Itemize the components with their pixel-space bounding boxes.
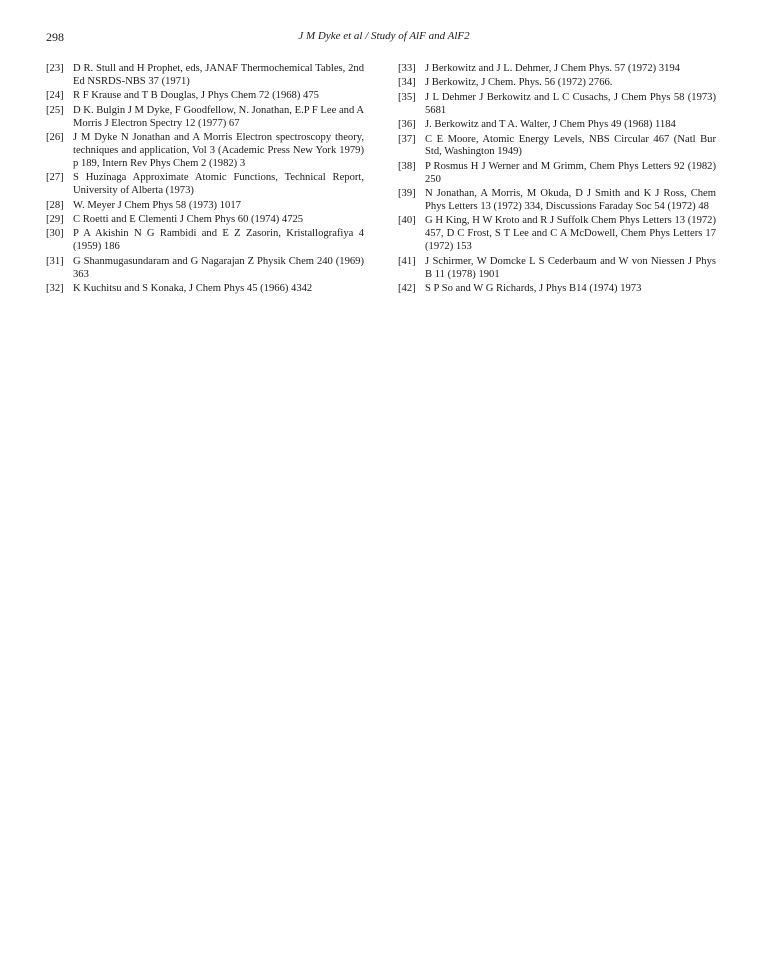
reference-text: C Roetti and E Clementi J Chem Phys 60 (1974) 4725 [73, 213, 304, 225]
reference-text: P A Akishin N G Rambidi and E Z Zasorin, Kristallografiya 4 (1959) 186 [73, 228, 364, 253]
reference-entry [46, 256, 364, 282]
reference-text: G H King, H W Kroto and R J Suffolk Chem Phys Letters 13 (1972) 457, D C Frost, S T Lee and C A McDowell, Chem Phys Letters 17 (1972) 153 [425, 215, 716, 253]
reference-entry [398, 92, 716, 118]
reference-text: S P So and W G Richards, J Phys B14 (1974) 1973 [425, 283, 642, 294]
reference-number: [42] [398, 283, 416, 294]
references-right-column [398, 63, 716, 297]
reference-text: J M Dyke N Jonathan and A Morris Electron spectroscopy theory, techniques and application, Vol 3 (Academic Press New York 1979) p 189, Intern Rev Phys Chem 2 (1982) 3 [73, 132, 364, 169]
reference-entry [46, 283, 364, 296]
reference-number: [32] [46, 283, 64, 294]
reference-entry [398, 119, 716, 132]
reference-number: [31] [46, 255, 64, 267]
reference-number: [38] [398, 160, 416, 172]
reference-text: K Kuchitsu and S Konaka, J Chem Phys 45 (1966) 4342 [73, 283, 313, 294]
reference-entry [46, 132, 364, 171]
reference-entry [46, 214, 364, 227]
reference-number: [26] [46, 132, 64, 144]
reference-entry [398, 63, 716, 76]
reference-number: [24] [46, 90, 64, 102]
reference-entry [398, 215, 716, 254]
reference-number: [35] [398, 91, 416, 103]
reference-number: [41] [398, 255, 416, 267]
reference-text: D K. Bulgin J M Dyke, F Goodfellow, N. Jonathan, E.P F Lee and A Morris J Electron Spectry 12 (1977) 67 [73, 104, 364, 129]
reference-number: [30] [46, 228, 64, 240]
reference-text: J Schirmer, W Domcke L S Cederbaum and W von Niessen J Phys B 11 (1978) 1901 [425, 255, 716, 280]
reference-text: P Rosmus H J Werner and M Grimm, Chem Phys Letters 92 (1982) 250 [425, 160, 716, 185]
reference-number: [28] [46, 199, 64, 211]
reference-entry [46, 172, 364, 198]
reference-number: [36] [398, 119, 416, 131]
reference-number: [33] [398, 63, 416, 74]
reference-text: G Shanmugasundaram and G Nagarajan Z Physik Chem 240 (1969) 363 [73, 255, 364, 280]
reference-number: [25] [46, 104, 64, 116]
reference-text: C E Moore, Atomic Energy Levels, NBS Circular 467 (Natl Bur Std, Washington 1949) [425, 133, 716, 158]
reference-number: [29] [46, 213, 64, 225]
reference-text: J Berkowitz, J Chem. Phys. 56 (1972) 2766. [425, 77, 613, 89]
reference-entry [398, 161, 716, 187]
reference-text: S Huzinaga Approximate Atomic Functions, Technical Report, University of Alberta (1973) [73, 172, 364, 197]
reference-text: J. Berkowitz and T A. Walter, J Chem Phys 49 (1968) 1184 [425, 119, 676, 131]
reference-entry [398, 256, 716, 282]
reference-text: R F Krause and T B Douglas, J Phys Chem 72 (1968) 475 [73, 90, 319, 102]
references-left-column [46, 63, 364, 297]
reference-text: J Berkowitz and J L. Dehmer, J Chem Phys. 57 (1972) 3194 [425, 63, 680, 74]
reference-number: [37] [398, 133, 416, 145]
reference-text: J L Dehmer J Berkowitz and L C Cusachs, J Chem Phys 58 (1973) 5681 [425, 91, 716, 116]
reference-text: N Jonathan, A Morris, M Okuda, D J Smith and K J Ross, Chem Phys Letters 13 (1972) 334, Discussions Faraday Soc 54 (1972) 48 [425, 188, 716, 213]
reference-entry [398, 134, 716, 160]
reference-number: [34] [398, 77, 416, 89]
reference-entry [46, 90, 364, 103]
reference-entry [46, 200, 364, 213]
reference-entry [398, 77, 716, 90]
reference-number: [39] [398, 188, 416, 200]
reference-text: D R. Stull and H Prophet, eds, JANAF Thermochemical Tables, 2nd Ed NSRDS-NBS 37 (1971) [73, 63, 364, 87]
reference-entry [398, 283, 716, 296]
page-number: 298 [46, 30, 64, 44]
running-header: J M Dyke et al / Study of AlF and AlF2 [298, 30, 470, 42]
reference-entry [46, 228, 364, 254]
reference-text: W. Meyer J Chem Phys 58 (1973) 1017 [73, 199, 241, 211]
reference-number: [23] [46, 63, 64, 74]
reference-number: [40] [398, 215, 416, 227]
reference-entry [46, 63, 364, 89]
reference-entry [46, 105, 364, 131]
reference-entry [398, 188, 716, 214]
reference-number: [27] [46, 172, 64, 184]
